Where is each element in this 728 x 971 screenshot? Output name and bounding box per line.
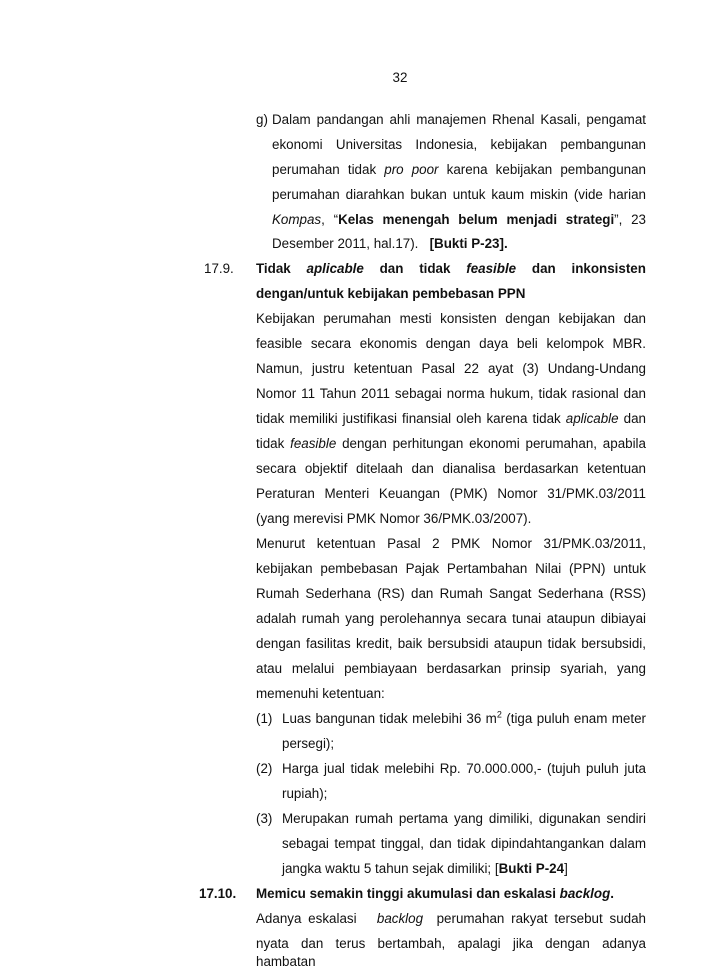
paragraph-line: tidak feasible dengan perhitungan ekonomi perumahan, apabila [256, 436, 646, 451]
section-heading: Memicu semakin tinggi akumulasi dan eskalasi backlog. [256, 886, 614, 901]
section-number: 17.9. [204, 261, 234, 276]
paragraph-line: dengan fasilitas kredit, baik bersubsidi ataupun tidak bersubsidi, [256, 636, 646, 651]
paragraph-line: perumahan diarahkan bukan untuk kaum miskin (vide harian [272, 187, 646, 202]
list-item: Merupakan rumah pertama yang dimiliki, digunakan sendiri [282, 811, 646, 826]
page-number: 32 [392, 70, 408, 85]
paragraph-line: (yang merevisi PMK Nomor 36/PMK.03/2007). [256, 511, 532, 526]
paragraph-line: Kebijakan perumahan mesti konsisten dengan kebijakan dan [256, 311, 646, 326]
section-heading: dengan/untuk kebijakan pembebasan PPN [256, 286, 526, 301]
list-item: sebagai tempat tinggal, dan tidak dipindahtangankan dalam [282, 836, 646, 851]
list-marker: (1) [256, 711, 273, 726]
paragraph-line: Peraturan Menteri Keuangan (PMK) Nomor 31/PMK.03/2011 [256, 486, 646, 501]
paragraph-line: Namun, justru ketentuan Pasal 22 ayat (3) Undang-Undang [256, 361, 646, 376]
list-item: rupiah); [282, 786, 328, 801]
paragraph-line: Kompas, “Kelas menengah belum menjadi strategi”, 23 [272, 212, 646, 227]
paragraph-line: Desember 2011, hal.17). [Bukti P-23]. [272, 236, 508, 251]
paragraph-line: kebijakan pembebasan Pajak Pertambahan Nilai (PPN) untuk [256, 561, 646, 576]
paragraph-line: Menurut ketentuan Pasal 2 PMK Nomor 31/PMK.03/2011, [256, 536, 646, 551]
paragraph-line: tidak memiliki justifikasi finansial oleh karena tidak aplicable dan [256, 411, 646, 426]
paragraph-line: ekonomi Universitas Indonesia, kebijakan pembangunan [272, 137, 646, 152]
section-number: 17.10. [199, 886, 237, 901]
paragraph-line: perumahan tidak pro poor karena kebijakan pembangunan [272, 162, 646, 177]
paragraph-line: secara objektif ditelaah dan dianalisa berdasarkan ketentuan [256, 461, 646, 476]
paragraph-line: Nomor 11 Tahun 2011 sebagai norma hukum, tidak rasional dan [256, 386, 646, 401]
paragraph-line: nyata dan terus bertambah, apalagi jika dengan adanya hambatan [256, 936, 646, 969]
paragraph-line: Dalam pandangan ahli manajemen Rhenal Kasali, pengamat [272, 112, 646, 127]
list-marker: g) [256, 112, 268, 127]
list-item: Harga jual tidak melebihi Rp. 70.000.000,- (tujuh puluh juta [282, 761, 646, 776]
paragraph-line: adalah rumah yang perolehannya secara tunai ataupun dibiayai [256, 611, 646, 626]
list-marker: (3) [256, 811, 273, 826]
section-heading: Tidak aplicable dan tidak feasible dan inkonsisten [256, 261, 646, 276]
paragraph-line: Rumah Sederhana (RS) dan Rumah Sangat Sederhana (RSS) [256, 586, 646, 601]
paragraph-line: atau melalui pembiayaan berdasarkan prinsip syariah, yang [256, 661, 646, 676]
list-item: persegi); [282, 736, 335, 751]
paragraph-line: Adanya eskalasi backlog perumahan rakyat tersebut sudah [256, 911, 646, 926]
list-marker: (2) [256, 761, 273, 776]
list-item: Luas bangunan tidak melebihi 36 $m^2$ (tiga puluh enam meter [282, 709, 647, 726]
paragraph-line: memenuhi ketentuan: [256, 686, 385, 701]
list-item: jangka waktu 5 tahun sejak dimiliki; [Bukti P-24] [282, 861, 568, 876]
paragraph-line: feasible secara ekonomis dengan daya beli kelompok MBR. [256, 336, 646, 351]
